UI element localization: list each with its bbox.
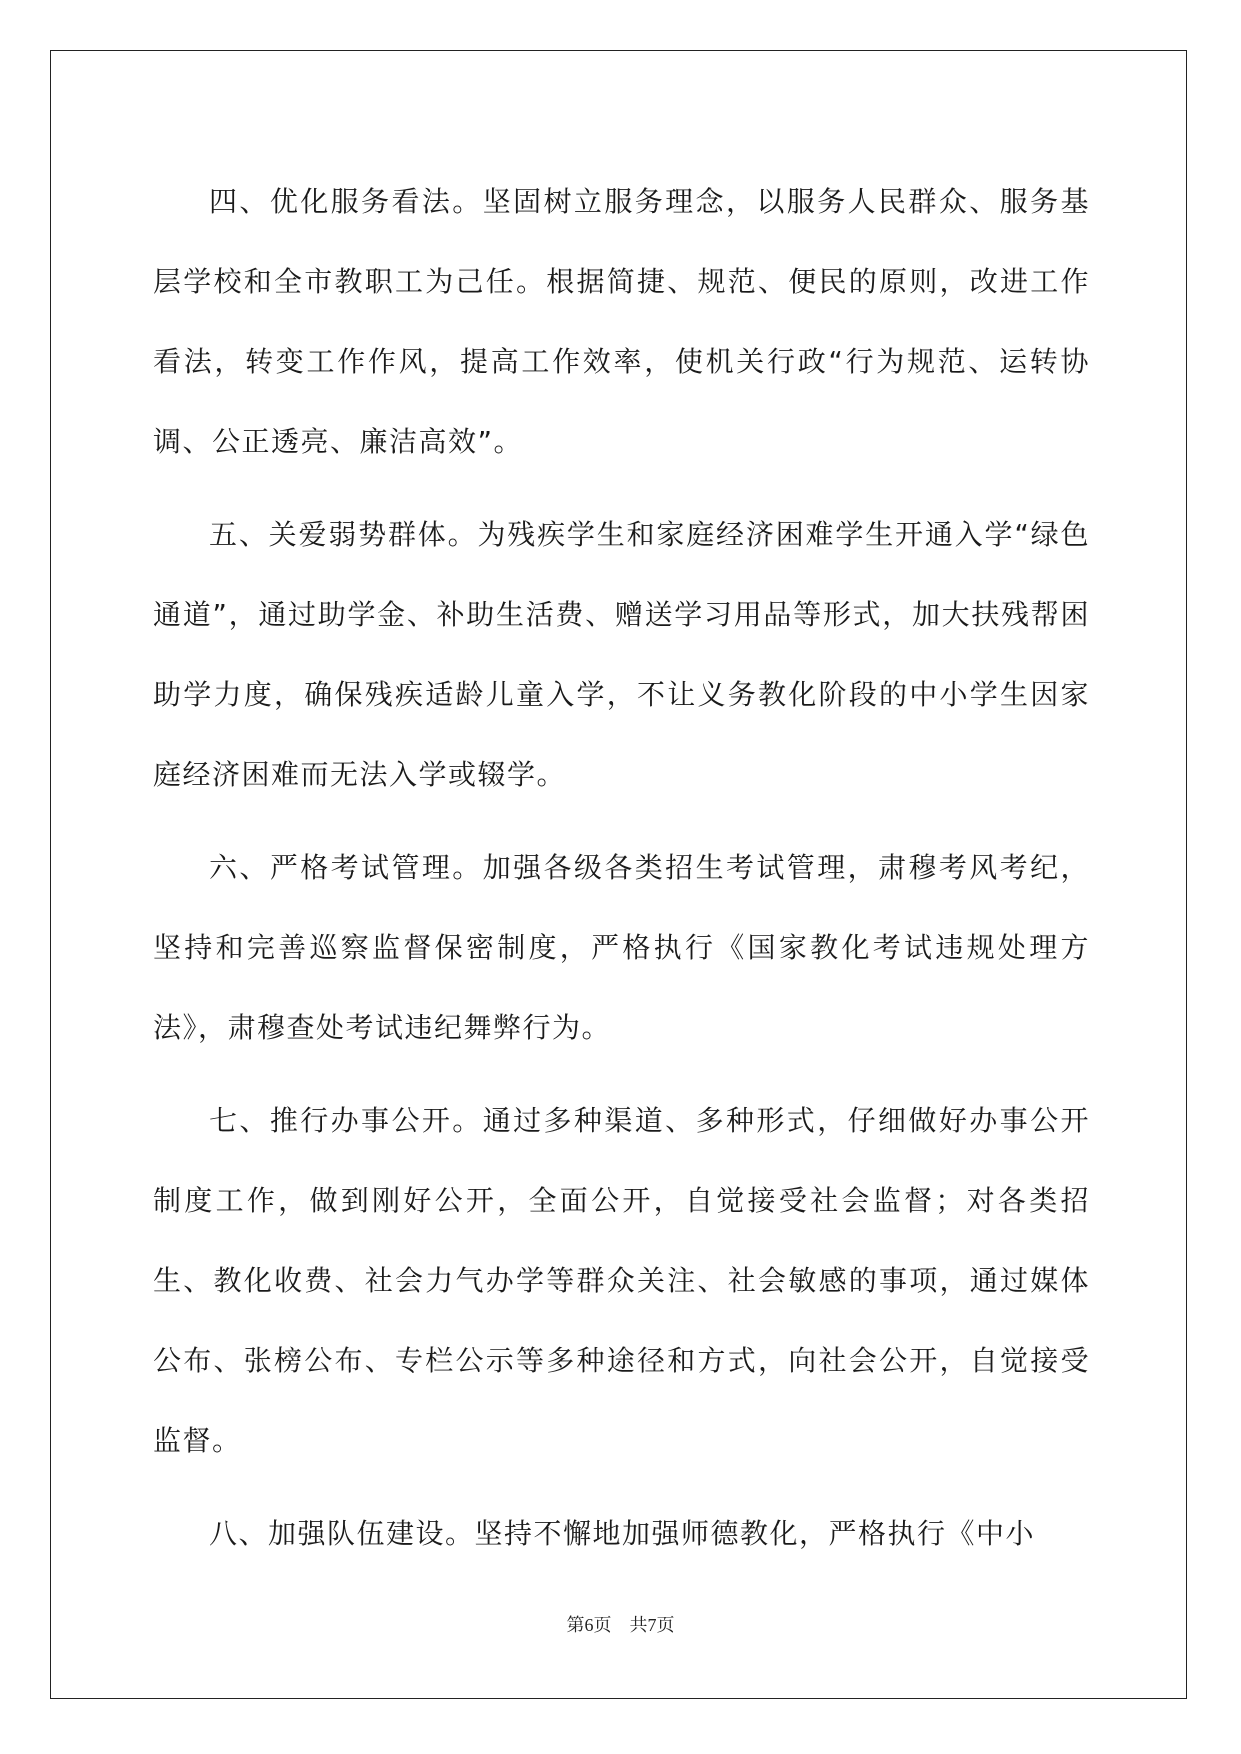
paragraph-7: 七、推行办事公开。通过多种渠道、多种形式，仔细做好办事公开制度工作，做到刚好公开，全面公开，自觉接受社会监督；对各类招生、教化收费、社会力气办学等群众关注、社会敏感的事项，通过媒体公布、张榜公布、专栏公示等多种途径和方式，向社会公开，自觉接受监督。 (153, 1104, 1090, 1457)
paragraph-8: 八、加强队伍建设。坚持不懈地加强师德教化，严格执行《中小 (209, 1517, 1036, 1550)
document-body (153, 162, 1090, 1574)
paragraph-5: 五、关爱弱势群体。为残疾学生和家庭经济困难学生开通入学“绿色通道”，通过助学金、补助生活费、赠送学习用品等形式，加大扶残帮困助学力度，确保残疾适龄儿童入学，不让义务教化阶段的中小学生因家庭经济困难而无法入学或辍学。 (153, 518, 1090, 791)
page-number-footer: 第6页 共7页 (566, 1615, 675, 1635)
paragraph-6: 六、严格考试管理。加强各级各类招生考试管理，肃穆考风考纪，坚持和完善巡察监督保密制度，严格执行《国家教化考试违规处理方法》，肃穆查处考试违纪舞弊行为。 (153, 851, 1090, 1044)
paragraph-4: 四、优化服务看法。坚固树立服务理念，以服务人民群众、服务基层学校和全市教职工为己任。根据简捷、规范、便民的原则，改进工作看法，转变工作作风，提高工作效率，使机关行政“行为规范、运转协调、公正透亮、廉洁高效”。 (153, 185, 1090, 458)
